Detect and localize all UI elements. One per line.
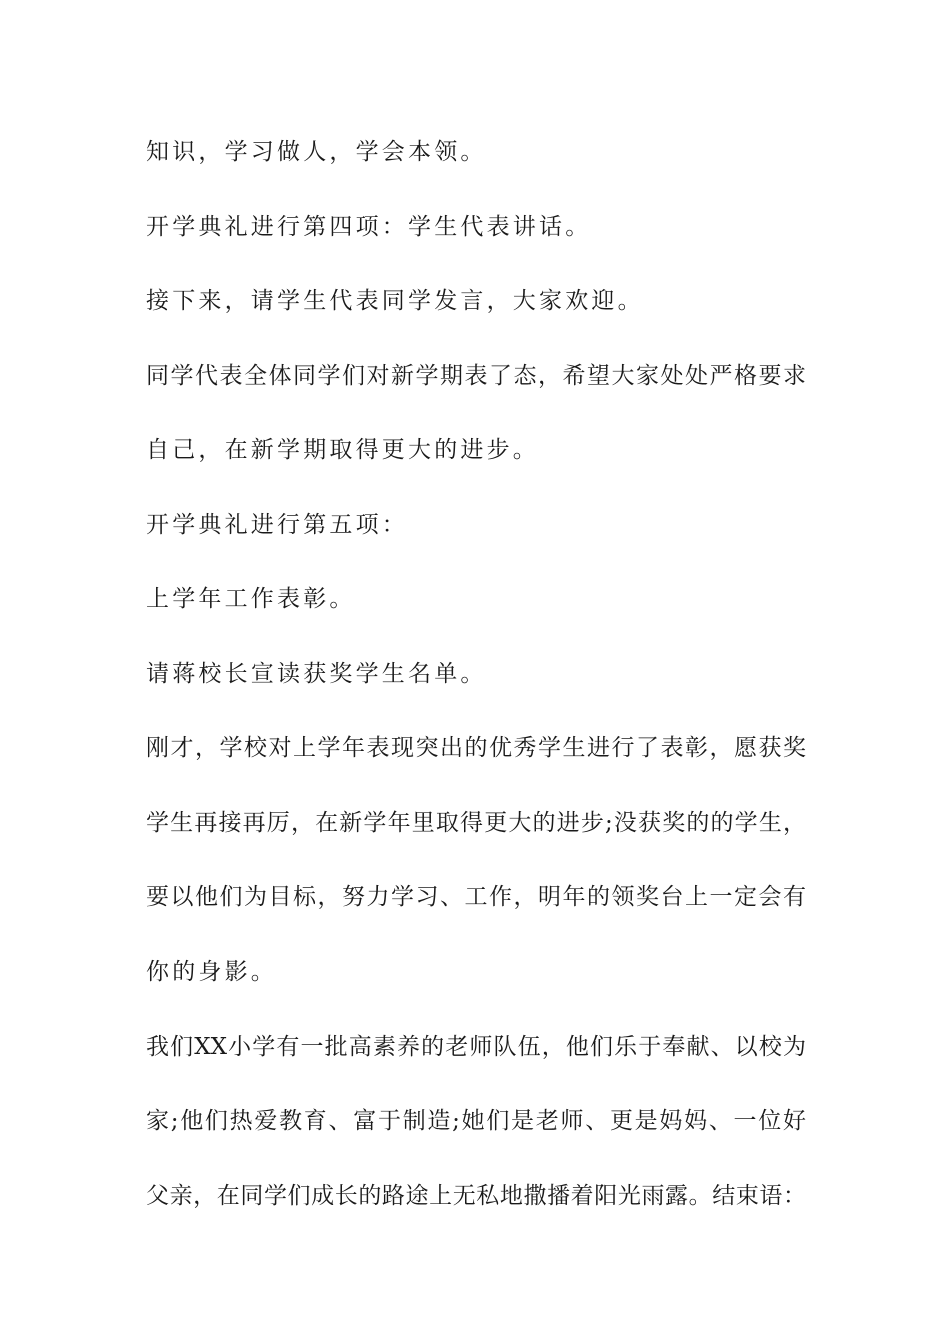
text-line-12: 你的身影。 xyxy=(146,959,277,985)
text-line-9: 刚才，学校对上学年表现突出的优秀学生进行了表彰，愿获奖 xyxy=(146,735,806,761)
text-line-4: 同学代表全体同学们对新学期表了态，希望大家处处严格要求 xyxy=(146,363,806,389)
text-line-5: 自己，在新学期取得更大的进步。 xyxy=(146,437,539,463)
text-line-3: 接下来，请学生代表同学发言，大家欢迎。 xyxy=(146,288,644,314)
text-line-14: 家;他们热爱教育、富于制造;她们是老师、更是妈妈、一位好 xyxy=(146,1108,806,1134)
text-line-11: 要以他们为目标，努力学习、工作，明年的领奖台上一定会有 xyxy=(146,884,806,910)
text-line-1: 知识，学习做人，学会本领。 xyxy=(146,139,487,165)
text-line-13: 我们XX小学有一批高素养的老师队伍，他们乐于奉献、以校为 xyxy=(146,1034,806,1060)
text-line-2: 开学典礼进行第四项：学生代表讲话。 xyxy=(146,214,592,240)
text-line-15: 父亲，在同学们成长的路途上无私地撒播着阳光雨露。结束语： xyxy=(146,1183,806,1209)
text-line-6: 开学典礼进行第五项： xyxy=(146,512,408,538)
text-line-10: 学生再接再厉，在新学年里取得更大的进步;没获奖的的学生， xyxy=(146,810,806,836)
text-line-7: 上学年工作表彰。 xyxy=(146,586,356,612)
text-line-8: 请蒋校长宣读获奖学生名单。 xyxy=(146,661,487,687)
